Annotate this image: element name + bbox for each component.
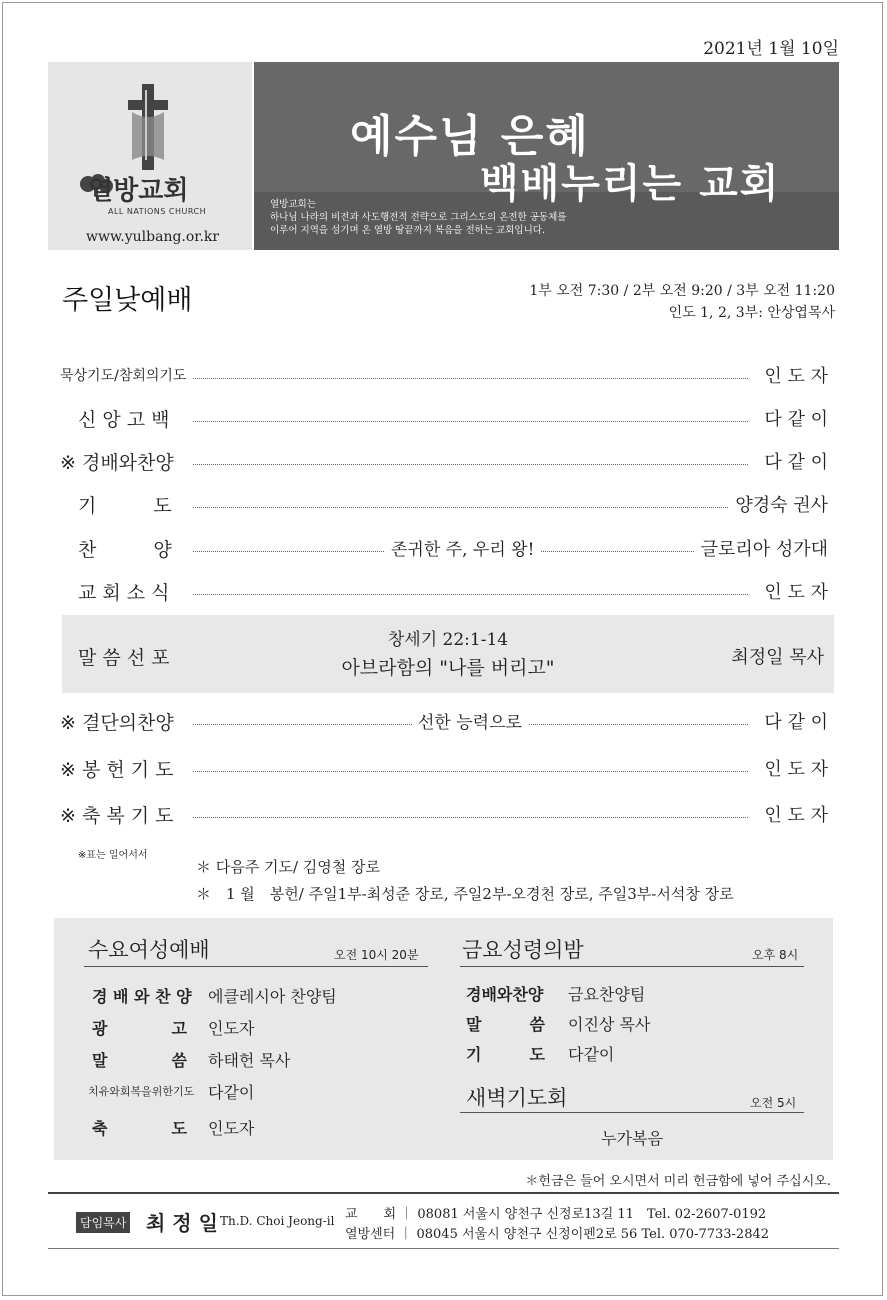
- order-right: 인 도 자: [758, 578, 828, 604]
- service-leader: 인도 1, 2, 3부: 안상엽목사: [668, 305, 835, 321]
- dawn-title: 새벽기도회: [466, 1086, 568, 1110]
- friday-item-label: 경배와찬양: [466, 985, 544, 1004]
- footer-top-rule: [48, 1192, 839, 1194]
- sermon-title: 아브라함의 "나를 버리고": [341, 657, 555, 679]
- center-address: 열방센터 ｜ 08045 서울시 양천구 신정이펜2로 56 Tel. 070-7733-2842: [345, 1227, 770, 1242]
- order-row: [60, 755, 828, 785]
- friday-item-value: 이진상 목사: [568, 1015, 651, 1034]
- leader-dots: [193, 464, 748, 465]
- friday-underline: [460, 966, 804, 967]
- bulletin-date: 2021년 1월 10일: [703, 39, 839, 59]
- order-label: ※ 경배와찬양: [60, 452, 174, 474]
- standing-note: ※표는 일어서서: [78, 850, 148, 861]
- footer-bottom-rule: [48, 1248, 839, 1249]
- leader-dots: [193, 817, 748, 818]
- leader-dots: [193, 507, 748, 508]
- order-label: ※ 봉 헌 기 도: [60, 759, 174, 781]
- order-right: 다 같 이: [758, 708, 828, 734]
- church-description: [270, 198, 566, 237]
- leader-dots: [193, 421, 748, 422]
- leader-dots: [193, 771, 748, 772]
- sermon-preacher: 최정일 목사: [731, 647, 824, 668]
- order-right: 다 같 이: [758, 448, 828, 474]
- friday-item-label: 말 씀: [466, 1015, 545, 1034]
- pastor-name: 최 정 일: [146, 1211, 218, 1235]
- wednesday-item-value: 인도자: [208, 1019, 255, 1038]
- friday-item-value: 다같이: [568, 1045, 615, 1064]
- desc-line2: 하나님 나라의 비전과 사도행전적 전략으로 그리스도의 온전한 공동체를: [270, 212, 567, 223]
- pastor-name-en: Th.D. Choi Jeong-il: [220, 1214, 335, 1228]
- wednesday-item-value: 하태헌 목사: [208, 1051, 291, 1070]
- friday-item-value: 금요찬양팀: [568, 985, 646, 1004]
- order-row: [60, 491, 828, 521]
- order-label: 신 앙 고 백: [78, 409, 170, 431]
- order-row: [60, 405, 828, 435]
- sermon-reference: 창세기 22:1-14: [387, 630, 509, 650]
- order-row: [60, 801, 828, 831]
- order-right: 인 도 자: [758, 362, 828, 388]
- wednesday-title: 수요여성예배: [88, 938, 210, 962]
- sermon-label: 말 씀 선 포: [78, 647, 170, 669]
- wednesday-item-label: 경 배 와 찬 양: [92, 987, 192, 1006]
- church-name: 열방교회: [88, 176, 189, 206]
- church-url[interactable]: www.yulbang.or.kr: [86, 229, 220, 245]
- order-middle: 선한 능력으로: [412, 708, 528, 733]
- offering-note: ＊헌금은 들어 오시면서 미리 헌금함에 넣어 주십시오.: [525, 1174, 831, 1189]
- dawn-content: 누가복음: [601, 1129, 663, 1148]
- pastor-badge: 담임목사: [76, 1212, 130, 1233]
- offering-schedule-note: ＊ 1 월 봉헌/ 주일1부-최성준 장로, 주일2부-오경천 장로, 주일3부-서석창 장로: [196, 885, 734, 903]
- wednesday-item-value: 다같이: [208, 1083, 255, 1102]
- order-right: 글로리아 성가대: [695, 535, 828, 561]
- order-right: 인 도 자: [758, 801, 828, 827]
- wednesday-item-label: 광 고: [92, 1019, 187, 1038]
- order-row: [60, 578, 828, 608]
- wednesday-item-label: 치유와회복을위한기도: [88, 1085, 195, 1098]
- prayer-note: ＊ 다음주 기도/ 김영철 장로: [196, 858, 381, 876]
- church-name-en: ALL NATIONS CHURCH: [108, 207, 207, 216]
- friday-title: 금요성령의밤: [462, 938, 584, 962]
- service-times: 1부 오전 7:30 / 2부 오전 9:20 / 3부 오전 11:20: [529, 283, 835, 299]
- slogan-line1: 예수님 은혜: [350, 111, 590, 162]
- service-title: 주일낮예배: [62, 285, 193, 316]
- order-right: 양경숙 권사: [729, 491, 828, 517]
- order-label: ※ 결단의찬양: [60, 712, 174, 734]
- order-row: [60, 362, 828, 392]
- order-right: 다 같 이: [758, 405, 828, 431]
- wednesday-underline: [84, 966, 428, 967]
- cross-icon: [118, 82, 178, 172]
- wednesday-item-value: 인도자: [208, 1119, 255, 1138]
- slogan-line2: 백배누리는 교회: [480, 161, 781, 207]
- church-address: 교 회 ｜ 08081 서울시 양천구 신정로13길 11 Tel. 02-2607-0192: [345, 1207, 767, 1222]
- dawn-underline: [460, 1112, 804, 1113]
- wednesday-item-value: 에클레시아 찬양팀: [208, 987, 337, 1006]
- leader-dots: [193, 378, 748, 379]
- desc-line1: 열방교회는: [270, 199, 316, 210]
- order-row: [60, 708, 828, 738]
- order-row: [60, 535, 828, 565]
- order-label: ※ 축 복 기 도: [60, 805, 174, 827]
- leader-dots: [193, 594, 748, 595]
- desc-line3: 이루어 지역을 섬기며 온 열방 땅끝까지 복음을 전하는 교회입니다.: [270, 225, 545, 236]
- order-label: 묵상기도/참회의기도: [60, 368, 187, 384]
- order-label: 찬 양: [78, 539, 172, 561]
- order-row: [60, 448, 828, 478]
- order-right: 인 도 자: [758, 755, 828, 781]
- order-middle: 존귀한 주, 우리 왕!: [385, 535, 540, 560]
- order-label: 기 도: [78, 495, 172, 517]
- dawn-time: 오전 5시: [750, 1096, 797, 1110]
- sermon-box: [62, 615, 834, 693]
- friday-item-label: 기 도: [466, 1045, 545, 1064]
- friday-time: 오후 8시: [752, 948, 799, 962]
- wednesday-time: 오전 10시 20분: [334, 948, 419, 962]
- wednesday-item-label: 축 도: [92, 1119, 187, 1138]
- wednesday-item-label: 말 씀: [92, 1051, 187, 1070]
- church-logo-panel: [48, 62, 252, 250]
- order-label: 교 회 소 식: [78, 582, 170, 604]
